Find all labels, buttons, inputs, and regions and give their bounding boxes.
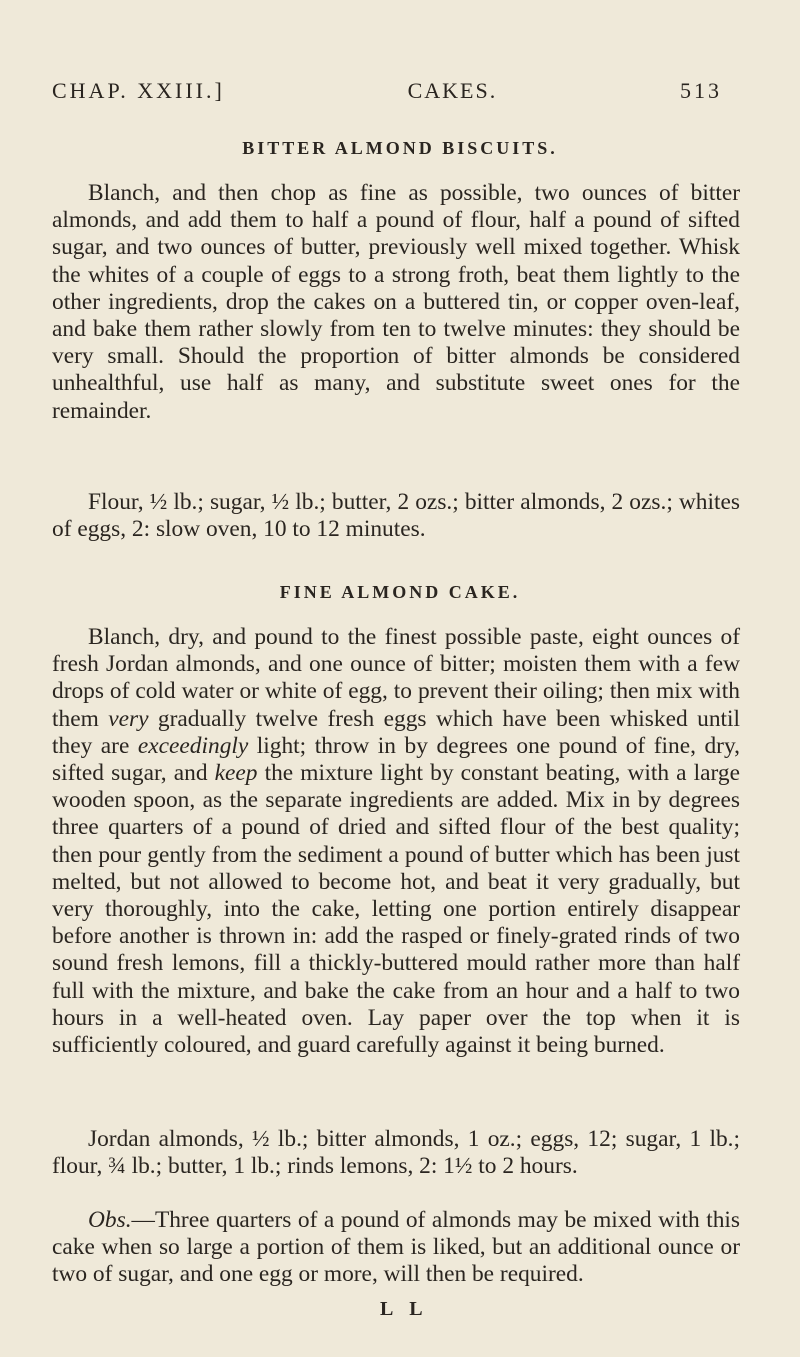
chapter-label: CHAP. XXIII.]: [52, 78, 225, 103]
recipe-summary-fine-almond-cake: Jordan almonds, ½ lb.; bitter almonds, 1 oz.; eggs, 12; sugar, 1 lb.; flour, ¾ lb.; butter, 1 lb.; rinds lemons, 2: 1½ to 2 hours.: [52, 1126, 740, 1180]
emphasis-text: exceedingly: [137, 732, 249, 759]
recipe-title-bitter-almond-biscuits: BITTER ALMOND BISCUITS.: [242, 138, 558, 158]
page-number: 513: [679, 78, 722, 103]
recipe-title-fine-almond-cake: FINE ALMOND CAKE.: [279, 582, 521, 602]
section-label: CAKES.: [407, 78, 498, 103]
recipe-body-fine-almond-cake: [52, 624, 740, 1059]
emphasis-text: very: [108, 705, 149, 732]
recipe-observation: [52, 1207, 740, 1289]
body-text: light; throw in by degrees one pound of fine, dry, sifted sugar, and: [52, 732, 740, 787]
body-text: gradually twelve fresh eggs which have been whisked until they are: [52, 705, 741, 759]
obs-text: —Three quarters of a pound of almonds may be mixed with this cake when so large a portion of them is liked, but an additional ounce or two of sugar, and one egg or more, will then be required.: [52, 1207, 740, 1288]
obs-label: Obs.: [88, 1207, 132, 1233]
recipe-summary-bitter-almond-biscuits: Flour, ½ lb.; sugar, ½ lb.; butter, 2 ozs.; bitter almonds, 2 ozs.; whites of eggs, 2: slow oven, 10 to 12 minutes.: [52, 489, 740, 543]
body-text: Blanch, dry, and pound to the finest possible paste, eight ounces of fresh Jordan almonds, and one ounce of bitter; moisten them with a few drops of cold water or white of egg, to prevent their oiling; then mix with them: [52, 624, 740, 732]
recipe-body-bitter-almond-biscuits: Blanch, and then chop as fine as possible, two ounces of bitter almonds, and add them to half a pound of flour, half a pound of sifted sugar, and two ounces of butter, previously well mixed together. Whisk the whites of a couple of eggs to a strong froth, beat them lightly to the other ingredients, drop the cakes on a buttered tin, or copper oven-leaf, and bake them rather slowly from ten to twelve minutes: they should be very small. Should the proportion of bitter almonds be considered unhealthful, use half as many, and substitute sweet ones for the remainder.: [52, 180, 740, 424]
body-text: the mixture light by constant beating, with a large wooden spoon, as the separate ingredients are added. Mix in by degrees three quarters of a pound of dried and sifted flour of the best quality; then pour gently from the sediment a pound of butter which has been just melted, but not allowed to become hot, and beat it very gradually, but very thoroughly, into the cake, letting one portion entirely disappear before another is thrown in: add the rasped or finely-grated rinds of two sound fresh lemons, fill a thickly-buttered mould rather more than half full with the mixture, and bake the cake from an hour and a half to two hours in a well-heated oven. Lay paper over the top when it is sufficiently coloured, and guard carefully against it being burned.: [52, 760, 740, 1059]
emphasis-text: keep: [214, 760, 258, 787]
signature-mark: L L: [380, 1298, 429, 1320]
running-head: [52, 78, 722, 104]
